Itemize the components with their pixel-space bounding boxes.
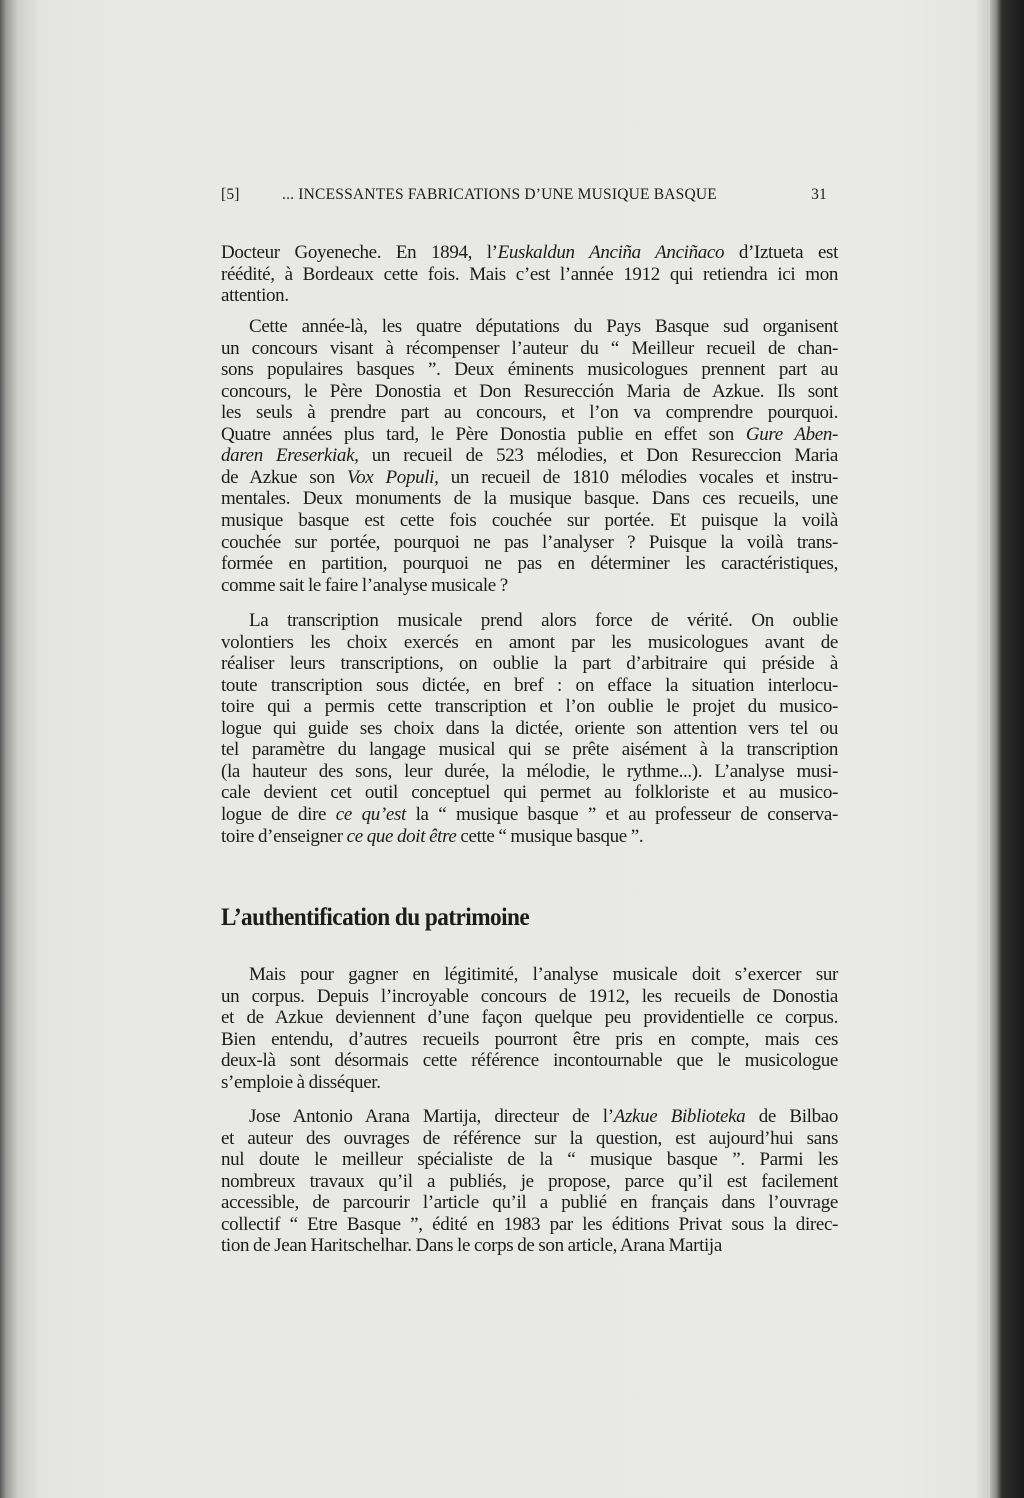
text-line <box>221 739 838 761</box>
text-run: sons populaires basques ”. Deux éminents musicologues prennent part au <box>221 359 838 381</box>
text-line <box>221 610 838 632</box>
chapter-number: [5] <box>221 186 240 203</box>
text-line <box>221 761 838 783</box>
text-run: réédité, à Bordeaux cette fois. Mais c’est l’année 1912 qui retiendra ici mon <box>221 263 838 285</box>
text-line <box>221 402 838 424</box>
text-run: les seuls à prendre part au concours, et l’on va comprendre pourquoi. <box>221 402 838 424</box>
text-line <box>221 510 838 532</box>
running-header <box>221 186 827 206</box>
text-run: cette “ musique basque ”. <box>456 825 644 847</box>
text-line <box>221 488 838 510</box>
text-run: collectif “ Etre Basque ”, édité en 1983 par les éditions Privat sous la direc- <box>221 1213 838 1235</box>
text-run: comme sait le faire l’analyse musicale ? <box>221 574 508 596</box>
text-run: de Azkue son <box>221 466 347 488</box>
text-run: Jose Antonio Arana Martija, directeur de l’ <box>249 1106 614 1127</box>
text-line <box>221 804 838 826</box>
text-run: attention. <box>221 285 289 307</box>
text-run: musique basque est cette fois couchée sur portée. Et puisque la voilà <box>221 509 838 531</box>
text-run: toire d’enseigner <box>221 825 347 847</box>
text-line <box>221 1128 838 1150</box>
italic-text: ce qu’est <box>335 803 406 825</box>
text-line <box>221 424 838 446</box>
text-line <box>221 782 838 804</box>
page-edge <box>990 0 1024 1498</box>
text-line <box>221 675 838 697</box>
text-run: Quatre années plus tard, le Père Donostia publie en effet son <box>221 423 746 445</box>
text-run: Docteur Goyeneche. En 1894, l’ <box>221 242 498 263</box>
text-line <box>221 264 838 286</box>
text-run: de Bilbao <box>745 1106 838 1127</box>
text-run: s’emploie à disséquer. <box>221 1071 381 1093</box>
italic-text: Vox Populi, <box>346 466 439 488</box>
text-line <box>221 696 838 718</box>
text-line <box>221 1149 838 1171</box>
text-line <box>221 964 838 986</box>
text-run: un concours visant à récompenser l’auteur du “ Meilleur recueil de chan- <box>221 337 838 359</box>
text-line <box>221 1235 838 1257</box>
text-run: couchée sur portée, pourquoi ne pas l’analyser ? Puisque la voilà trans- <box>221 531 838 553</box>
text-line <box>221 986 838 1008</box>
text-run: nul doute le meilleur spécialiste de la “ musique basque ”. Parmi les <box>221 1149 838 1171</box>
text-line <box>221 826 838 848</box>
text-line <box>221 1007 838 1029</box>
text-run: réaliser leurs transcriptions, on oublie la part d’arbitraire qui préside à <box>221 653 838 675</box>
text-line <box>221 1050 838 1072</box>
text-line <box>221 575 838 597</box>
page-number: 31 <box>811 186 827 203</box>
text-run: cale devient cet outil conceptuel qui permet au folkloriste et au musico- <box>221 782 838 804</box>
text-run: volontiers les choix exercés en amont par les musicologues avant de <box>221 631 838 653</box>
text-run: la “ musique basque ” et au professeur de conserva- <box>405 803 838 825</box>
text-line <box>221 718 838 740</box>
text-run: un recueil de 523 mélodies, et Don Resureccion Maria <box>358 445 838 467</box>
text-line <box>221 1029 838 1051</box>
text-line <box>221 316 838 338</box>
text-line <box>221 359 838 381</box>
italic-text: Azkue Biblioteka <box>613 1106 746 1127</box>
text-run: accessible, de parcourir l’article qu’il a publié en français dans l’ouvrage <box>221 1192 838 1214</box>
text-run: formée en partition, pourquoi ne pas en déterminer les caractéristiques, <box>221 553 838 575</box>
text-run: concours, le Père Donostia et Don Resurección Maria de Azkue. Ils sont <box>221 380 838 402</box>
text-run: La transcription musicale prend alors force de vérité. On oublie <box>249 610 838 631</box>
italic-text: ce que doit être <box>346 825 457 847</box>
text-run: Cette année-là, les quatre députations du Pays Basque sud organisent <box>249 316 838 337</box>
italic-text: Gure Aben- <box>745 423 838 445</box>
text-run: Mais pour gagner en légitimité, l’analyse musicale doit s’exercer sur <box>249 964 838 985</box>
text-line <box>221 553 838 575</box>
text-run: logue qui guide ses choix dans la dictée, oriente son attention vers tel ou <box>221 717 838 739</box>
text-run: et de Azkue deviennent d’une façon quelque peu providentielle ce corpus. <box>221 1007 838 1029</box>
text-run: logue de dire <box>221 803 336 825</box>
text-line <box>221 653 838 675</box>
text-run: et auteur des ouvrages de référence sur la question, est aujourd’hui sans <box>221 1127 838 1149</box>
text-run: Bien entendu, d’autres recueils pourront être pris en compte, mais ces <box>221 1028 838 1050</box>
text-line <box>221 285 838 307</box>
text-run: toire qui a permis cette transcription et l’on oublie le projet du musico- <box>221 696 838 718</box>
text-line <box>221 445 838 467</box>
text-line <box>221 1106 838 1128</box>
italic-text: Euskaldun Anciña Anciñaco <box>497 242 725 263</box>
text-run: nombreux travaux qu’il a publiés, je propose, parce qu’il est facilement <box>221 1170 838 1192</box>
text-run: un recueil de 1810 mélodies vocales et instru- <box>438 466 838 488</box>
italic-text: daren Ereserkiak, <box>221 445 359 467</box>
running-title: ... INCESSANTES FABRICATIONS D’UNE MUSIQUE BASQUE <box>282 186 717 203</box>
text-line <box>221 1072 838 1094</box>
section-heading: L’authentification du patrimoine <box>221 904 530 931</box>
text-line <box>221 632 838 654</box>
text-line <box>221 381 838 403</box>
text-run: d’Iztueta est <box>724 242 838 263</box>
text-line <box>221 532 838 554</box>
text-run: toute transcription sous dictée, en bref : on efface la situation interlocu- <box>221 674 838 696</box>
text-run: un corpus. Depuis l’incroyable concours de 1912, les recueils de Donostia <box>221 985 838 1007</box>
text-run: deux-là sont désormais cette référence incontournable que le musicologue <box>221 1050 838 1072</box>
text-run: tel paramètre du langage musical qui se prête aisément à la transcription <box>221 739 838 761</box>
text-run: mentales. Deux monuments de la musique basque. Dans ces recueils, une <box>221 488 838 510</box>
text-line <box>221 242 838 264</box>
text-line <box>221 1192 838 1214</box>
text-line <box>221 467 838 489</box>
text-run: tion de Jean Haritschelhar. Dans le corps de son article, Arana Martija <box>221 1235 722 1257</box>
text-run: (la hauteur des sons, leur durée, la mélodie, le rythme...). L’analyse musi- <box>221 760 838 782</box>
text-line <box>221 338 838 360</box>
text-line <box>221 1214 838 1236</box>
text-line <box>221 1171 838 1193</box>
